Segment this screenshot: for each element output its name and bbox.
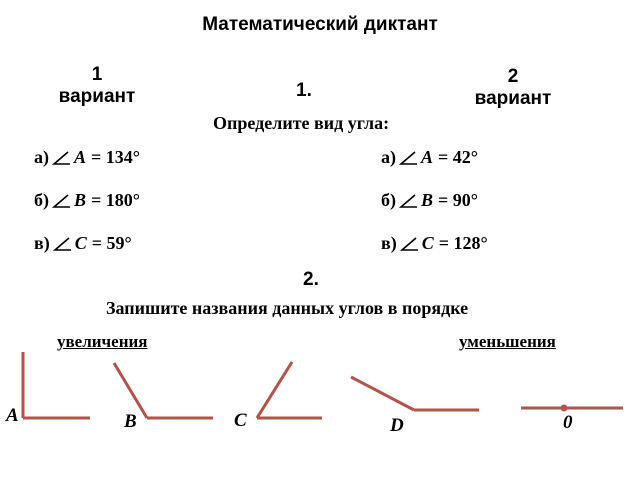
angle-c-ray-1 [257, 362, 292, 418]
angle-a-label: A [6, 405, 19, 426]
angle-b-ray-1 [114, 363, 147, 418]
variant-1-number: 1 [91, 64, 103, 85]
angle-d-ray-1 [351, 377, 414, 410]
angle-d [351, 377, 479, 436]
angle-letter: B [421, 190, 434, 210]
page-title: Математический диктант [202, 14, 438, 35]
angle-letter: A [74, 147, 87, 167]
item-prefix: а) [34, 147, 49, 167]
task-2-number: 2. [303, 269, 319, 290]
angle-letter: A [421, 147, 434, 167]
angle-c-label: C [234, 410, 247, 431]
decreasing-label: уменьшения [459, 332, 556, 351]
angle-d-label: D [390, 415, 404, 436]
angle-letter: C [421, 233, 434, 253]
angle-value: = 59° [91, 233, 132, 253]
angle-b [114, 363, 213, 432]
angle-value: = 134° [91, 147, 140, 167]
item-prefix: в) [34, 233, 50, 253]
angle-b-label: B [124, 411, 137, 432]
angle-c [234, 362, 322, 431]
task-1-number: 1. [296, 80, 312, 101]
angle-letter: B [74, 190, 87, 210]
item-prefix: б) [34, 190, 49, 210]
angle-letter: C [74, 233, 87, 253]
variant-2-label: вариант [474, 88, 552, 109]
task-2-instruction: Запишите названия данных углов в порядке [106, 298, 469, 318]
angle-value: = 128° [438, 233, 488, 253]
angle-zero-label: 0 [563, 412, 573, 433]
variant-2-number: 2 [507, 66, 519, 87]
angle-value: = 90° [438, 190, 478, 210]
angle-zero [521, 405, 623, 434]
task-1-instruction: Определите вид угла: [213, 113, 390, 133]
item-prefix: б) [381, 190, 396, 210]
angle-a [5, 352, 90, 426]
item-prefix: а) [381, 147, 396, 167]
angle-value: = 180° [91, 190, 140, 210]
angle-zero-vertex-dot [561, 405, 568, 412]
item-prefix: в) [381, 233, 397, 253]
increasing-label: увеличения [57, 332, 148, 351]
angle-value: = 42° [438, 147, 478, 167]
variant-1-label: вариант [58, 86, 136, 107]
